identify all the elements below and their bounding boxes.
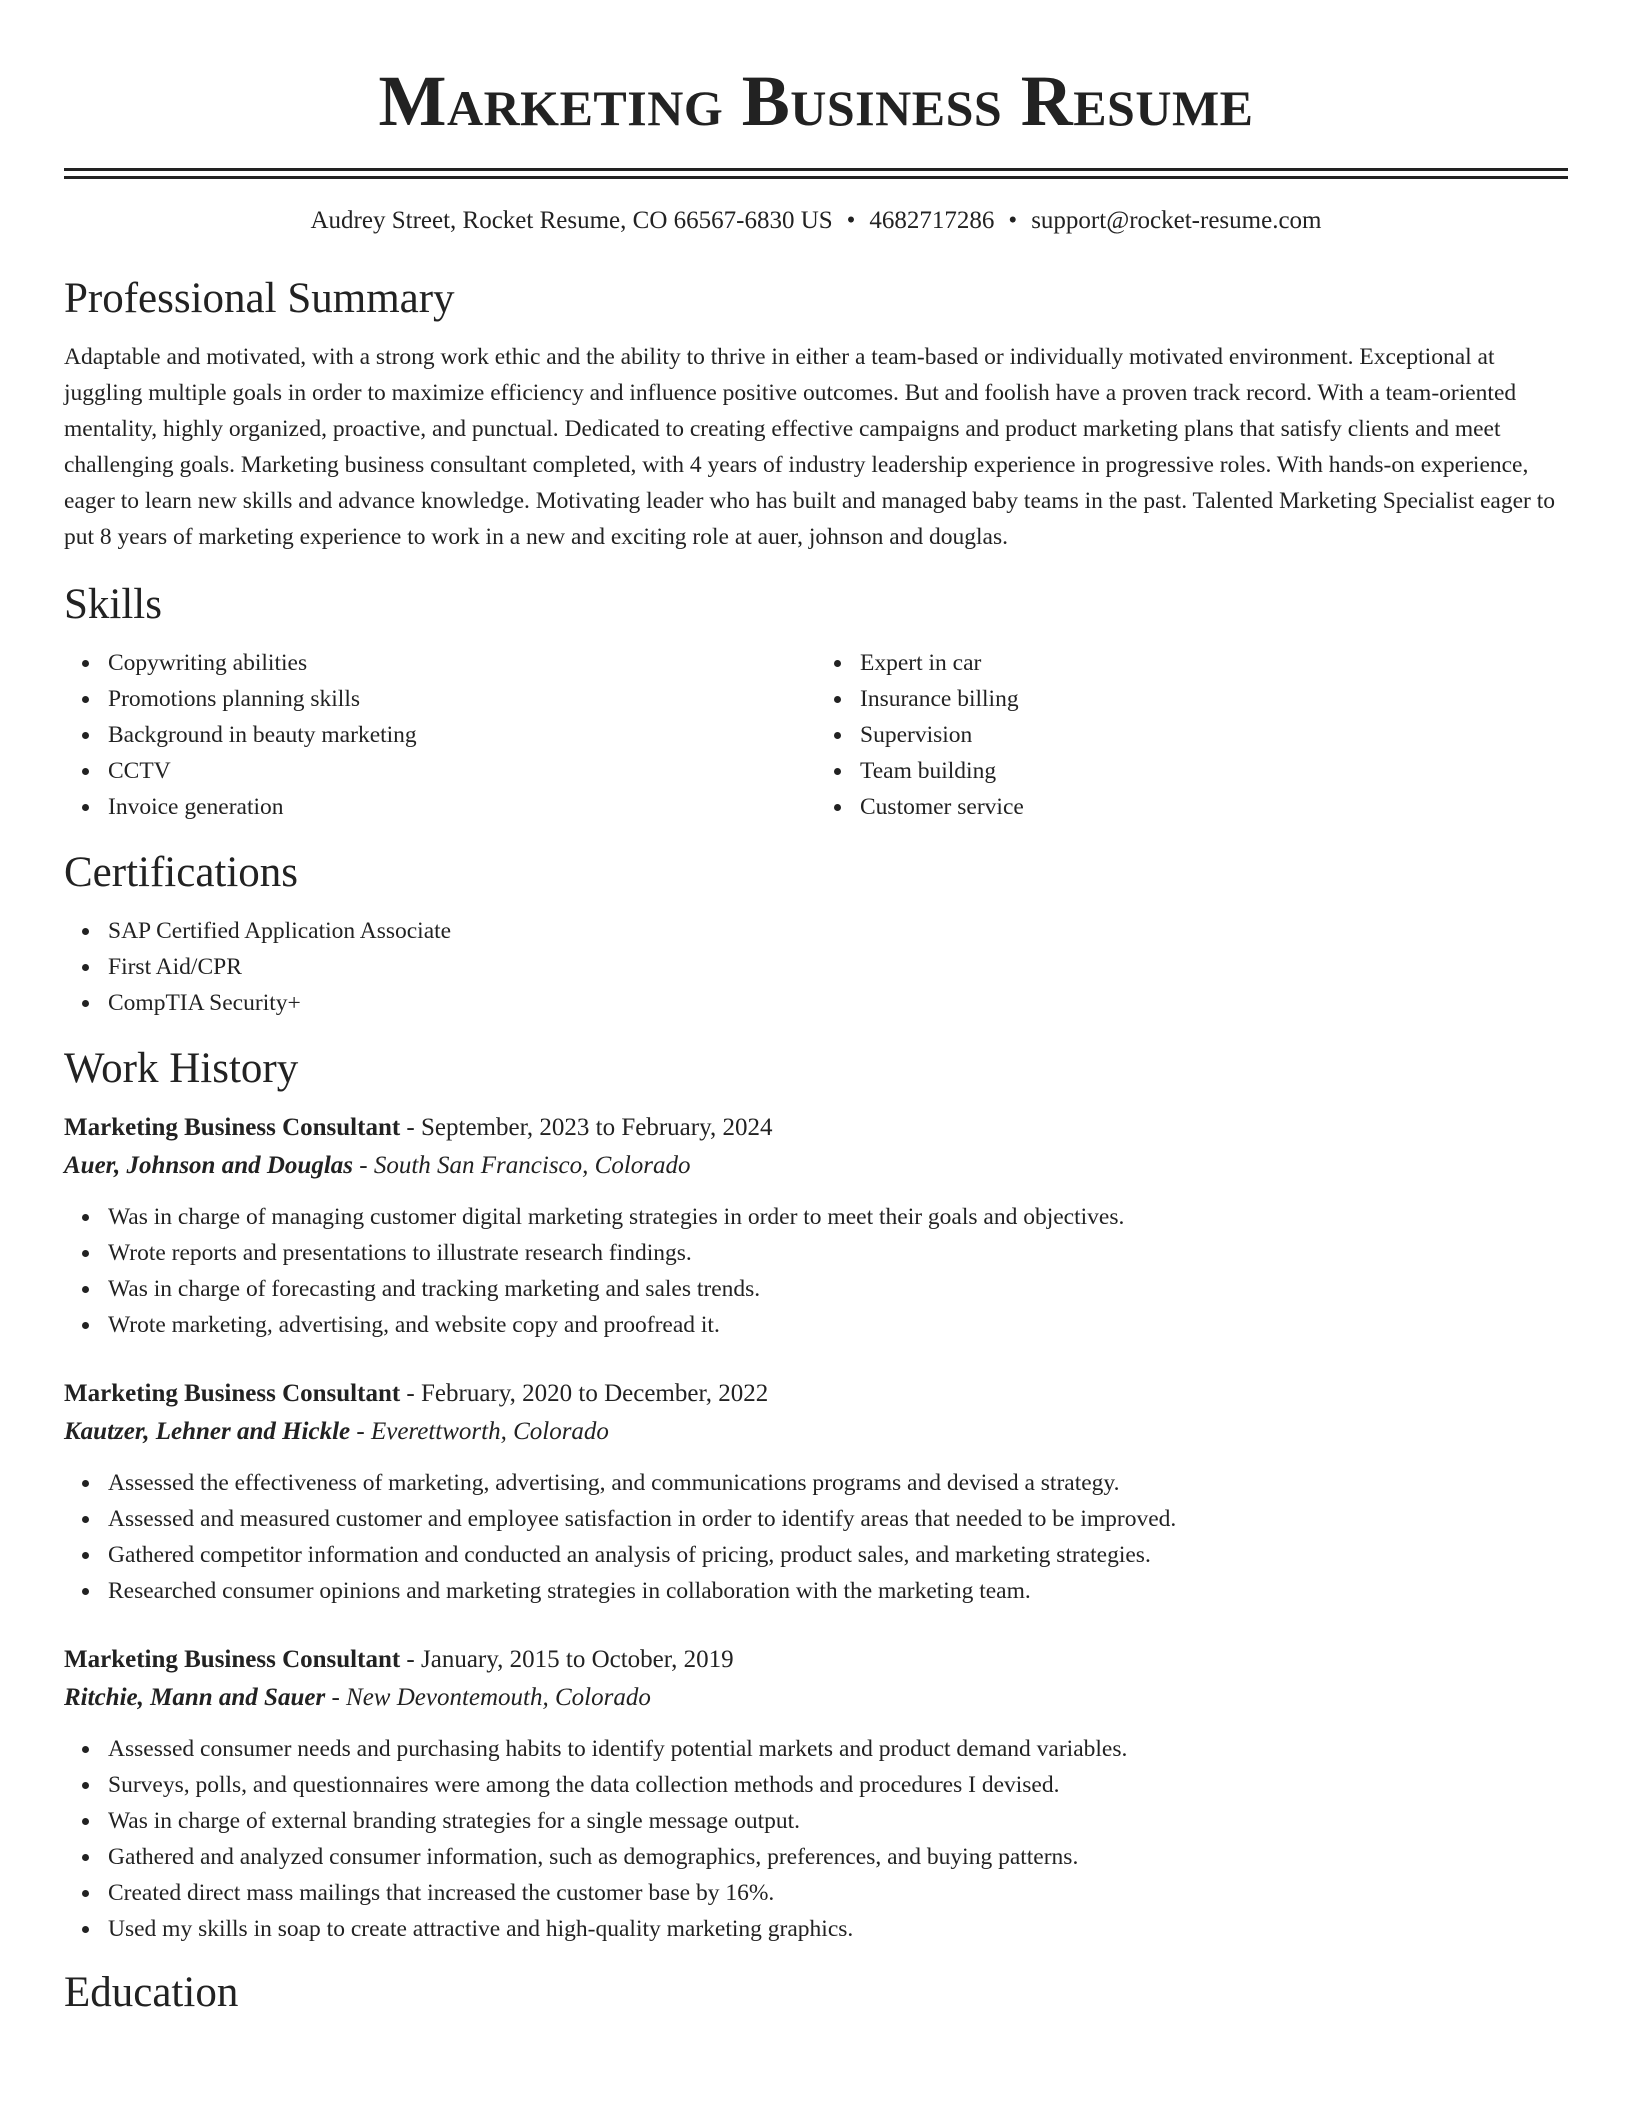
contact-line [64,205,1568,237]
skill-item: Insurance billing [860,681,1568,717]
contact-address: Audrey Street, Rocket Resume, CO 66567-6830 US [310,207,833,234]
job-bullets [64,1199,1568,1343]
job-title: Marketing Business Consultant [64,1114,401,1141]
skill-item: Team building [860,753,1568,789]
job-title-line [64,1109,1568,1147]
skill-item: Customer service [860,789,1568,825]
job-location: - Everettworth, Colorado [350,1418,609,1445]
skills-list-right [816,645,1568,825]
job-bullets [64,1465,1568,1609]
skill-item: Expert in car [860,645,1568,681]
education-heading: Education [64,1969,239,2016]
contact-separator: • [846,207,856,234]
job-bullet: Assessed the effectiveness of marketing, advertising, and communications programs and devised a strategy. [108,1465,1568,1501]
certifications-heading: Certifications [64,849,299,896]
contact-phone: 4682717286 [869,207,995,234]
job-bullet: Researched consumer opinions and marketing strategies in collaboration with the marketing team. [108,1573,1568,1609]
job-bullet: Was in charge of external branding strategies for a single message output. [108,1803,1568,1839]
job-title: Marketing Business Consultant [64,1380,401,1407]
contact-email: support@rocket-resume.com [1031,207,1322,234]
skills-columns [64,645,1568,825]
job-bullet: Wrote reports and presentations to illustrate research findings. [108,1235,1568,1271]
job-company-line [64,1679,1568,1717]
certification-item: First Aid/CPR [108,949,1568,985]
title-double-rule [64,168,1568,179]
job-location: - New Devontemouth, Colorado [325,1684,651,1711]
skill-item: Supervision [860,717,1568,753]
job-title-line [64,1641,1568,1679]
job-bullet: Assessed consumer needs and purchasing habits to identify potential markets and product demand variables. [108,1731,1568,1767]
skill-item: Copywriting abilities [108,645,816,681]
skill-item: CCTV [108,753,816,789]
skill-item: Background in beauty marketing [108,717,816,753]
resume-title: Marketing Business Resume [378,61,1254,141]
job-entry [64,1641,1568,1947]
skills-heading: Skills [64,581,162,628]
job-bullet: Surveys, polls, and questionnaires were among the data collection methods and procedures I devised. [108,1767,1568,1803]
skill-item: Invoice generation [108,789,816,825]
job-title-line [64,1375,1568,1413]
job-company: Ritchie, Mann and Sauer [64,1684,326,1711]
job-company: Kautzer, Lehner and Hickle [64,1418,351,1445]
resume-page [64,0,1568,2019]
job-dates: - September, 2023 to February, 2024 [400,1114,773,1141]
work-history-heading: Work History [64,1045,299,1092]
job-dates: - February, 2020 to December, 2022 [400,1380,769,1407]
job-bullet: Wrote marketing, advertising, and website copy and proofread it. [108,1307,1568,1343]
job-entry [64,1109,1568,1343]
job-bullet: Used my skills in soap to create attractive and high-quality marketing graphics. [108,1911,1568,1947]
job-company-line [64,1413,1568,1451]
job-bullet: Assessed and measured customer and employee satisfaction in order to identify areas that needed to be improved. [108,1501,1568,1537]
job-bullet: Gathered and analyzed consumer information, such as demographics, preferences, and buying patterns. [108,1839,1568,1875]
summary-heading: Professional Summary [64,275,455,322]
job-bullet: Was in charge of forecasting and tracking marketing and sales trends. [108,1271,1568,1307]
skills-list-left [64,645,816,825]
certification-item: SAP Certified Application Associate [108,913,1568,949]
skill-item: Promotions planning skills [108,681,816,717]
job-title: Marketing Business Consultant [64,1646,401,1673]
contact-separator: • [1008,207,1018,234]
job-bullet: Created direct mass mailings that increased the customer base by 16%. [108,1875,1568,1911]
job-company: Auer, Johnson and Douglas [64,1152,354,1179]
job-bullet: Was in charge of managing customer digital marketing strategies in order to meet their goals and objectives. [108,1199,1568,1235]
certification-item: CompTIA Security+ [108,985,1568,1021]
job-bullet: Gathered competitor information and conducted an analysis of pricing, product sales, and marketing strategies. [108,1537,1568,1573]
certifications-list [64,913,1568,1021]
job-bullets [64,1731,1568,1947]
summary-text: Adaptable and motivated, with a strong work ethic and the ability to thrive in either a team-based or individually motivated environment. Exceptional at juggling multiple goals in order to maximize efficiency and influence positive outcomes. But and foolish have a proven track record. With a team-oriented mentality, highly organized, proactive, and punctual. Dedicated to creating effective campaigns and product marketing plans that satisfy clients and meet challenging goals. Marketing business consultant completed, with 4 years of industry leadership experience in progressive roles. With hands-on experience, eager to learn new skills and advance knowledge. Motivating leader who has built and managed baby teams in the past. Talented Marketing Specialist eager to put 8 years of marketing experience to work in a new and exciting role at auer, johnson and douglas. [64,344,1556,550]
job-location: - South San Francisco, Colorado [353,1152,691,1179]
job-dates: - January, 2015 to October, 2019 [400,1646,734,1673]
job-company-line [64,1147,1568,1185]
job-entry [64,1375,1568,1609]
